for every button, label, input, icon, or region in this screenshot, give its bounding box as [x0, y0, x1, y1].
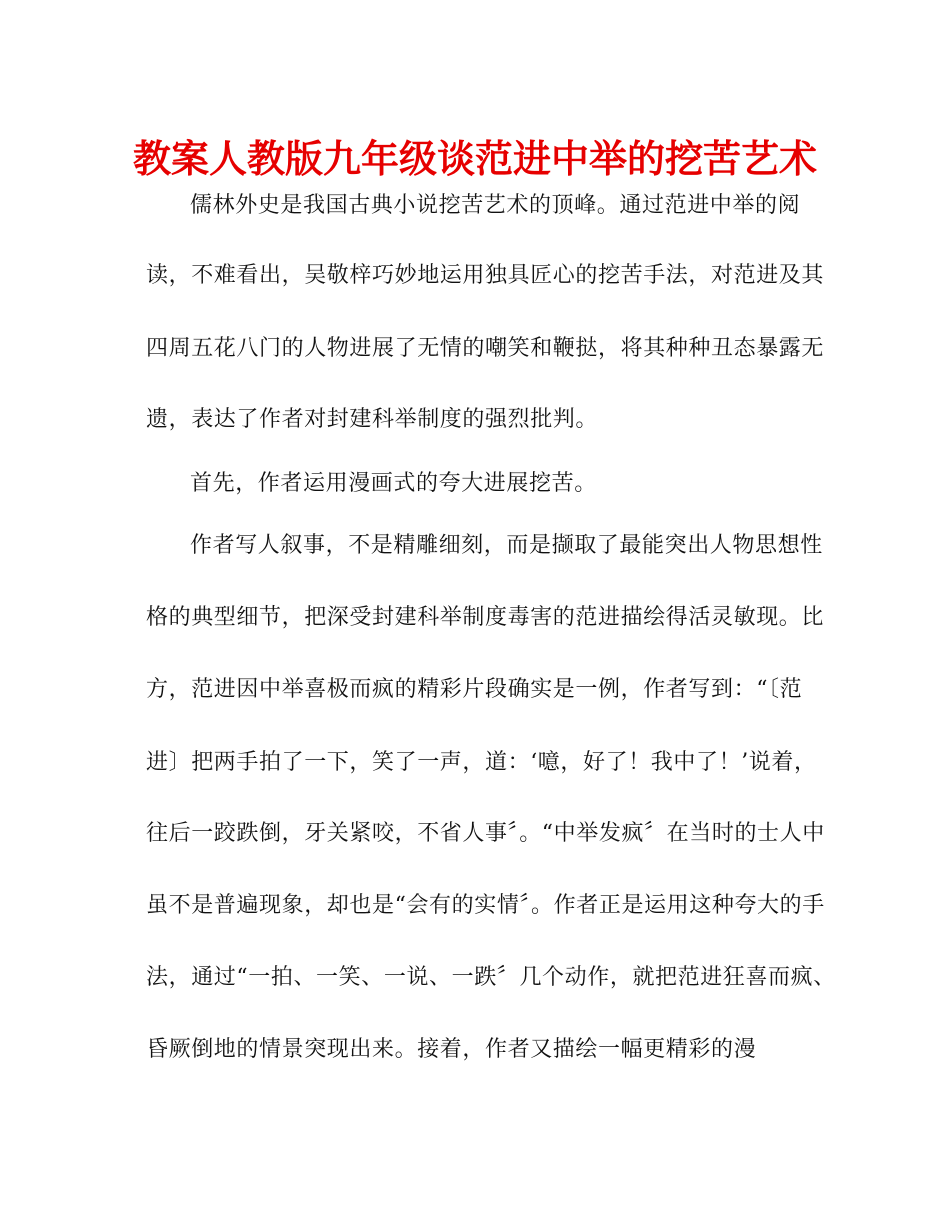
paragraph-line-12: 法，通过“一拍、一笑、一说、一跌〞几个动作，就把范进狂喜而疯、 [146, 965, 836, 990]
paragraph-line-11: 虽不是普遍现象，却也是“会有的实情〞。作者正是运用这种夸大的手 [146, 893, 825, 918]
paragraph-line-2: 读，不难看出，吴敬梓巧妙地运用独具匠心的挖苦手法，对范进及其 [146, 263, 825, 288]
paragraph-line-13: 昏厥倒地的情景突现出来。接着，作者又描绘一幅更精彩的漫 [146, 1037, 757, 1062]
paragraph-line-5: 首先，作者运用漫画式的夸大进展挖苦。 [190, 471, 597, 496]
paragraph-line-3: 四周五花八门的人物进展了无情的嘲笑和鞭挞，将其种种丑态暴露无 [146, 336, 825, 361]
document-title: 教案人教版九年级谈范进中举的挖苦艺术 [132, 137, 817, 181]
paragraph-line-9: 进〕把两手拍了一下，笑了一声，道：‘噫，好了！我中了！’说着， [146, 750, 817, 775]
paragraph-line-8: 方，范进因中举喜极而疯的精彩片段确实是一例，作者写到：“〔范 [146, 677, 803, 702]
paragraph-line-6: 作者写人叙事，不是精雕细刻，而是撷取了最能突出人物思想性 [190, 533, 823, 558]
paragraph-line-10: 往后一跤跌倒，牙关紧咬，不省人事〞。“中举发疯〞在当时的士人中 [146, 821, 825, 846]
paragraph-line-4: 遗，表达了作者对封建科举制度的强烈批判。 [146, 407, 599, 432]
paragraph-line-7: 格的典型细节，把深受封建科举制度毒害的范进描绘得活灵敏现。比 [146, 605, 825, 630]
paragraph-line-1: 儒林外史是我国古典小说挖苦艺术的顶峰。通过范进中举的阅 [190, 193, 801, 218]
